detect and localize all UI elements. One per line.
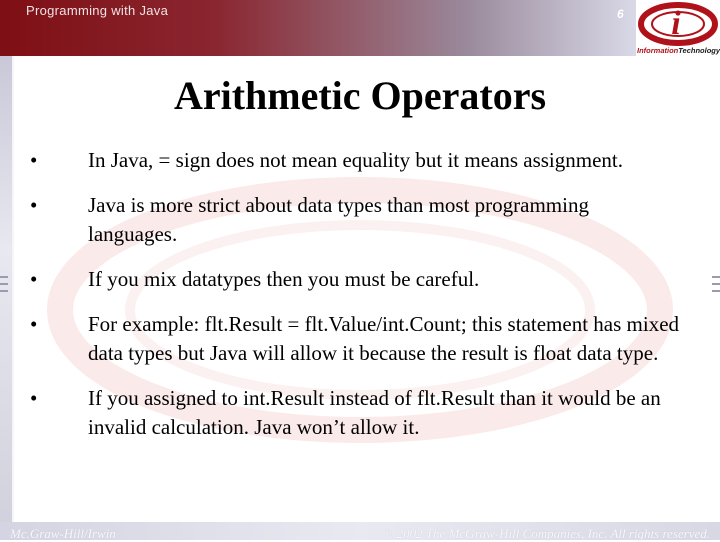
left-decorative-stripe	[0, 56, 12, 540]
bullet-item	[30, 265, 680, 294]
right-edge-marks	[712, 276, 720, 296]
slide-title: Arithmetic Operators	[173, 73, 547, 118]
logo-emblem-icon	[636, 0, 720, 48]
footer-publisher: Mc.Graw-Hill/Irwin	[10, 526, 116, 541]
bullet-marker: •	[30, 386, 38, 410]
bullet-marker: •	[30, 148, 38, 172]
left-stripe-highlight	[12, 56, 14, 540]
bullet-item	[30, 146, 680, 175]
footer-copyright: © 2002 The McGraw-Hill Companies, Inc. All rights reserved.	[383, 526, 710, 541]
bullet-text: If you assigned to int.Result instead of flt.Result than it would be an invalid calculation. Java won’t allow it.	[88, 386, 661, 439]
left-edge-marks	[0, 276, 8, 296]
bullet-item	[30, 310, 680, 368]
bullet-text: If you mix datatypes then you must be careful.	[88, 267, 480, 291]
course-title: Programming with Java	[26, 3, 169, 18]
bullet-marker: •	[30, 312, 38, 336]
bullet-text: In Java, = sign does not mean equality but it means assignment.	[88, 148, 623, 172]
bullet-marker: •	[30, 267, 38, 291]
logo-letter: i	[671, 5, 681, 42]
logo-caption-information: Information	[637, 46, 679, 55]
logo-caption-technology: Technology	[678, 46, 720, 55]
logo-caption	[637, 46, 719, 56]
bullet-item	[30, 384, 680, 442]
bullet-text: For example: flt.Result = flt.Value/int.Count; this statement has mixed data types but Java will allow it because the result is float data type.	[88, 312, 680, 365]
bullet-list	[30, 146, 680, 442]
bullet-marker: •	[30, 193, 38, 217]
page-number: 6	[617, 7, 624, 21]
bullet-item	[30, 191, 680, 249]
bullet-text: Java is more strict about data types than most programming languages.	[88, 193, 589, 246]
